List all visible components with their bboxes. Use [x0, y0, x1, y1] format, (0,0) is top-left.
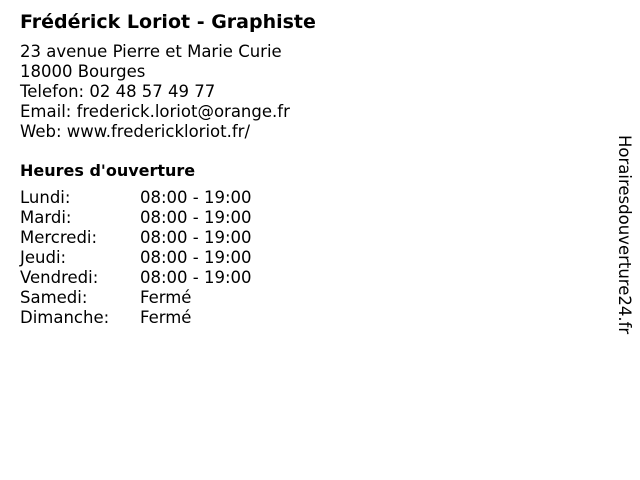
day-label: Samedi:: [20, 288, 88, 307]
hours-row-sunday: [20, 308, 580, 328]
day-label: Jeudi:: [20, 248, 67, 267]
day-label: Dimanche:: [20, 308, 110, 327]
day-label: Mardi:: [20, 208, 72, 227]
email-line: Email: frederick.loriot@orange.fr: [20, 102, 290, 121]
day-label: Lundi:: [20, 188, 71, 207]
time-value: 08:00 - 19:00: [140, 188, 252, 207]
time-value: 08:00 - 19:00: [140, 208, 252, 227]
time-value: 08:00 - 19:00: [140, 228, 252, 247]
time-value: 08:00 - 19:00: [140, 268, 252, 287]
street-address: 23 avenue Pierre et Marie Curie: [20, 42, 282, 61]
hours-row-monday: [20, 188, 580, 208]
hours-title: Heures d'ouverture: [20, 161, 196, 180]
hours-row-friday: [20, 268, 580, 288]
business-card: [20, 10, 580, 328]
site-watermark-label: Horairesdouverture24.fr: [615, 135, 634, 335]
address-block: [20, 42, 580, 142]
hours-row-saturday: [20, 288, 580, 308]
phone-line: Telefon: 02 48 57 49 77: [20, 82, 216, 101]
web-line: Web: www.frederickloriot.fr/: [20, 122, 251, 141]
time-value: Fermé: [140, 308, 192, 327]
business-title: Frédérick Loriot - Graphiste: [20, 11, 316, 33]
hours-row-wednesday: [20, 228, 580, 248]
hours-row-thursday: [20, 248, 580, 268]
time-value: 08:00 - 19:00: [140, 248, 252, 267]
hours-row-tuesday: [20, 208, 580, 228]
city-address: 18000 Bourges: [20, 62, 146, 81]
hours-table: [20, 188, 580, 328]
day-label: Vendredi:: [20, 268, 99, 287]
time-value: Fermé: [140, 288, 192, 307]
day-label: Mercredi:: [20, 228, 98, 247]
